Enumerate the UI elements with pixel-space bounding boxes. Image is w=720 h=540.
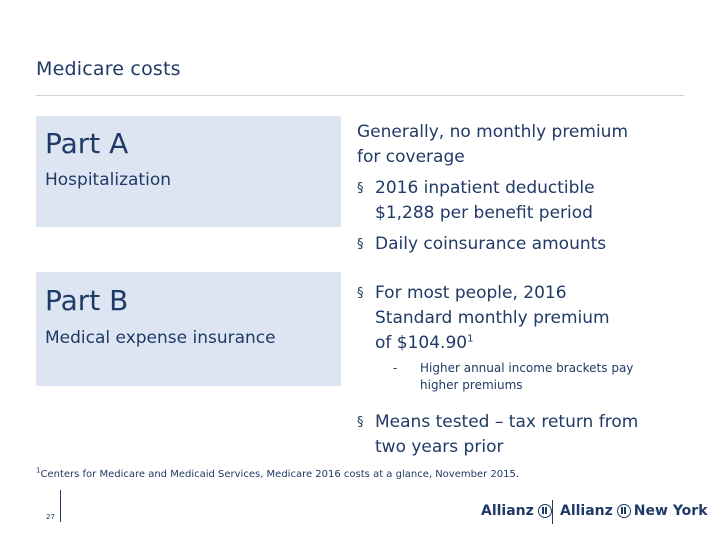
allianz-logo-text: Allianz xyxy=(481,503,534,519)
logo-divider xyxy=(552,500,553,524)
bullet-mark: § xyxy=(357,415,364,430)
bullet-text-line3: of $104.90 xyxy=(375,333,468,353)
part-a-bullet-coinsurance xyxy=(357,232,697,257)
bullet-mark: § xyxy=(357,286,364,301)
sub-bullet-line1: Higher annual income brackets pay xyxy=(420,361,634,375)
slide-title: Medicare costs xyxy=(36,58,181,80)
title-divider xyxy=(36,95,684,96)
allianz-ny-logo-suffix: New York xyxy=(633,503,708,519)
allianz-new-york-logo xyxy=(560,503,708,519)
allianz-roundel-icon xyxy=(617,504,631,518)
bullet-mark: § xyxy=(357,181,364,196)
dash-mark: - xyxy=(393,361,398,375)
part-b-box xyxy=(36,272,341,386)
footnote-marker: 1 xyxy=(36,466,41,475)
part-a-intro-line1: Generally, no monthly premium xyxy=(357,122,629,142)
bullet-text-line2: Standard monthly premium xyxy=(375,308,610,328)
bullet-text-line1: 2016 inpatient deductible xyxy=(375,178,595,198)
part-a-intro-line2: for coverage xyxy=(357,147,465,167)
part-b-subheading: Medical expense insurance xyxy=(45,328,276,348)
footer-bar xyxy=(60,490,61,522)
footnote xyxy=(36,466,520,480)
page-number: 27 xyxy=(46,513,55,521)
sub-bullet-line2: higher premiums xyxy=(420,378,523,392)
part-b-heading: Part B xyxy=(45,284,129,317)
part-a-box xyxy=(36,116,341,227)
allianz-logo xyxy=(481,503,552,519)
bullet-text-line2: $1,288 per benefit period xyxy=(375,203,593,223)
bullet-mark: § xyxy=(357,237,364,252)
footnote-text: Centers for Medicare and Medicaid Services, Medicare 2016 costs at a glance, November 2015. xyxy=(40,469,520,480)
part-b-bullet-means-tested xyxy=(357,410,697,460)
part-b-sub-bullet xyxy=(357,360,697,394)
allianz-roundel-icon xyxy=(538,504,552,518)
bullet-text-line1: Daily coinsurance amounts xyxy=(375,234,607,254)
allianz-ny-logo-text: Allianz xyxy=(560,503,613,519)
bullet-text-line2: two years prior xyxy=(375,437,504,457)
footnote-ref: 1 xyxy=(467,333,474,345)
part-a-heading: Part A xyxy=(45,127,129,160)
part-a-subheading: Hospitalization xyxy=(45,170,171,190)
bullet-text-line1: Means tested – tax return from xyxy=(375,412,639,432)
part-b-bullet-premium xyxy=(357,281,697,356)
part-b-details xyxy=(357,281,697,460)
bullet-text-line1: For most people, 2016 xyxy=(375,283,567,303)
part-a-bullet-deductible xyxy=(357,176,697,226)
part-a-details xyxy=(357,120,697,257)
